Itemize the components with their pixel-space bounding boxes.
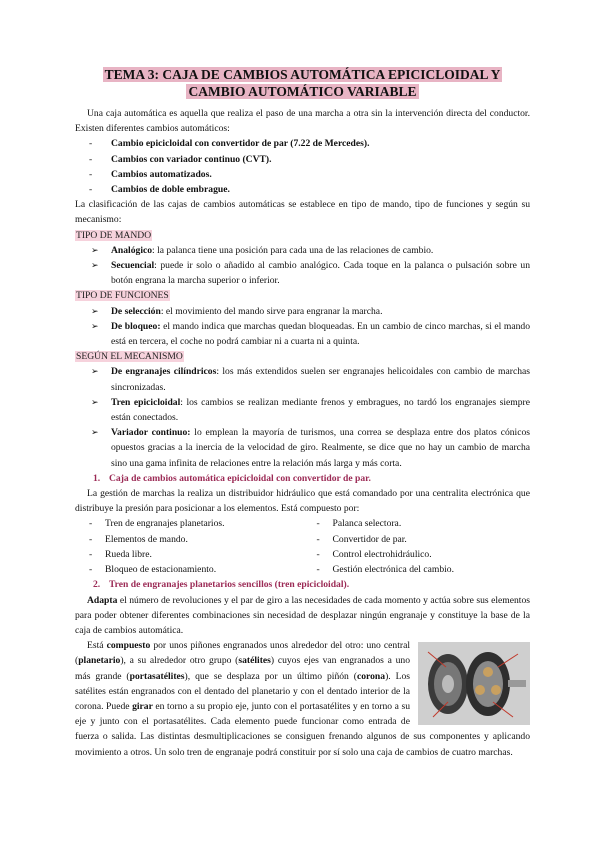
list-item: - Convertidor de par. — [303, 532, 531, 547]
intro-paragraph: Una caja automática es aquella que realiza el paso de una marcha a otra sin la intervención directa del conductor. Existen diferentes cambios automáticos: — [75, 108, 530, 135]
types-list — [75, 136, 530, 197]
list-item: - Cambios automatizados. — [75, 167, 530, 182]
section-2-paragraph-1: Adapta el número de revoluciones y el par de giro a las necesidades de cada momento y actúa sobre sus elementos para poder obtener diferentes combinaciones sin necesidad de desplazar ningún engranaje y constituye la base de la caja de cambios automática. — [75, 594, 530, 636]
page-title — [75, 66, 530, 100]
tipo-funciones-list — [75, 304, 530, 350]
list-item: - Gestión electrónica del cambio. — [303, 562, 531, 577]
planetary-gear-photo-icon — [418, 642, 530, 725]
list-item: ➢ Variador continuo: lo emplean la mayoría de turismos, una correa se desplaza entre dos platos cónicos opuestos gracias a la inercia de la velocidad de giro. Realmente, se dice que no hay un cambio de marcha sino una gama infinita de relaciones entre la relación más larga y más corta. — [75, 425, 530, 471]
list-item: - Rueda libre. — [75, 547, 303, 562]
list-item: ➢ Secuencial: puede ir solo o añadido al cambio analógico. Cada toque en la palanca o pulsación sobre un botón engrana la marcha superior o inferior. — [75, 258, 530, 288]
section-1-heading: 1. Caja de cambios automática epicicloidal con convertidor de par. — [93, 472, 371, 484]
list-item: ➢ Analógico: la palanca tiene una posición para cada una de las relaciones de cambio. — [75, 243, 530, 258]
list-item: ➢ De bloqueo: el mando indica que marchas quedan bloqueadas. En un cambio de cinco marchas, si el mando está en tercera, el coche no podrá cambiar ni a cuarta ni a quinta. — [75, 319, 530, 349]
planetary-gear-figure — [418, 642, 530, 725]
list-item: - Elementos de mando. — [75, 532, 303, 547]
section-1-paragraph: La gestión de marchas la realiza un distribuidor hidráulico que está comandado por una centralita electrónica que distribuye la presión para posicionar a los elementos. Está compuesto por: — [75, 488, 530, 515]
title-line-2: CAMBIO AUTOMÁTICO VARIABLE — [188, 84, 417, 99]
list-item: - Cambios de doble embrague. — [75, 182, 530, 197]
mecanismo-list — [75, 364, 530, 470]
list-item: ➢ De engranajes cilíndricos: los más extendidos suelen ser engranajes helicoidales con cambio de marchas sincronizadas. — [75, 364, 530, 394]
title-line-1: TEMA 3: CAJA DE CAMBIOS AUTOMÁTICA EPICICLOIDAL Y — [104, 67, 501, 82]
document-page — [75, 66, 530, 760]
tipo-mando-list — [75, 243, 530, 289]
heading-mecanismo: SEGÚN EL MECANISMO — [76, 351, 183, 363]
heading-tipo-mando: TIPO DE MANDO — [76, 229, 152, 241]
section-2-paragraph-2: Está compuesto por unos piñones engranados unos alrededor del otro: uno central (planetario), a su alrededor otro grupo (satélites) cuyos ejes van engranados a uno más grande (portasatélites), que se desplaza por un último piñón (corona). Los satélites están engranados con el dentado del planetario y con el dentado interior de la corona. Puede girar en torno a su propio eje, junto con el portasatélites y en torno a su eje y junto con el portasatélites. Cada elemento puede funcionar como entrada de fuerza o salida. Las distintas desmultiplicaciones se consiguen frenando algunos de sus componentes y aplicando movimiento a otros. Un solo tren de engranaje podrá constituir por sí solo una caja de cambios de cuatro marchas. — [75, 640, 530, 758]
components-right — [303, 516, 531, 577]
classification-paragraph: La clasificación de las cajas de cambios automáticas se establece en tipo de mando, tipo de funciones y según su mecanismo: — [75, 199, 530, 226]
components-left — [75, 516, 303, 577]
list-item: - Cambio epicicloidal con convertidor de par (7.22 de Mercedes). — [75, 136, 530, 151]
list-item: ➢ Tren epicicloidal: los cambios se realizan mediante frenos y embragues, no tardó los engranajes siempre están conectados. — [75, 395, 530, 425]
list-item: - Tren de engranajes planetarios. — [75, 516, 303, 531]
list-item: - Bloqueo de estacionamiento. — [75, 562, 303, 577]
components-columns — [75, 516, 530, 577]
list-item: ➢ De selección: el movimiento del mando sirve para engranar la marcha. — [75, 304, 530, 319]
list-item: - Palanca selectora. — [303, 516, 531, 531]
list-item: - Control electrohidráulico. — [303, 547, 531, 562]
heading-tipo-funciones: TIPO DE FUNCIONES — [76, 290, 169, 302]
section-2-heading: 2. Tren de engranajes planetarios sencillos (tren epicicloidal). — [93, 579, 350, 591]
list-item: - Cambios con variador continuo (CVT). — [75, 152, 530, 167]
